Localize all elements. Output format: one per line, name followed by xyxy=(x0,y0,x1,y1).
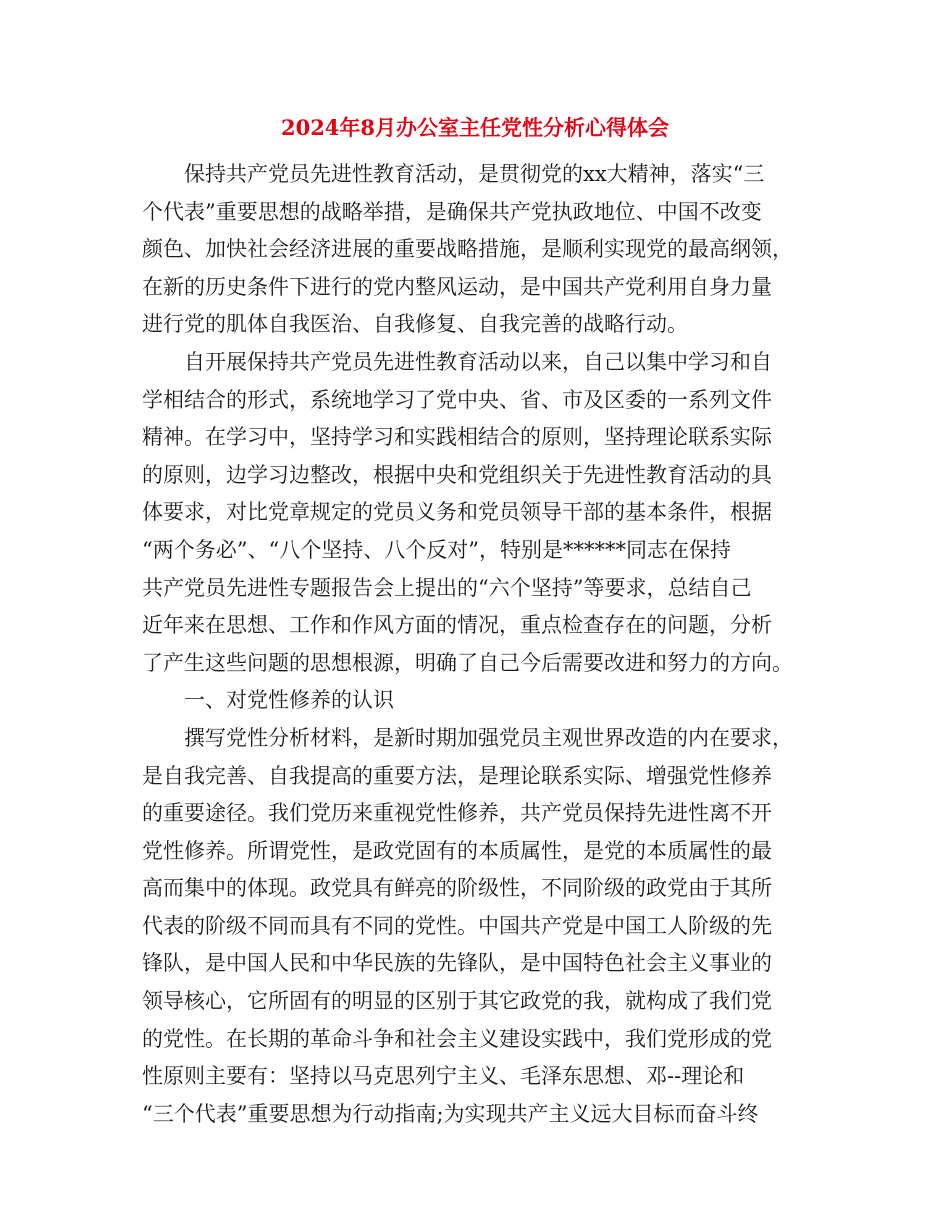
text-line: 近年来在思想、工作和作风方面的情况，重点检查存在的问题，分析 xyxy=(142,613,772,638)
text-line: 保持共产党员先进性教育活动，是贯彻党的xx大精神，落实“三 xyxy=(184,162,765,186)
text-line: “三个代表”重要思想为行动指南;为实现共产主义远大目标而奋斗终 xyxy=(142,1101,759,1126)
paragraph xyxy=(142,156,842,344)
text-line: 的党性。在长期的革命斗争和社会主义建设实践中，我们党形成的党 xyxy=(142,1026,772,1051)
text-line: 一、对党性修养的认识 xyxy=(184,688,394,713)
text-line: 锋队，是中国人民和中华民族的先锋队，是中国特色社会主义事业的 xyxy=(142,951,772,976)
text-line: 精神。在学习中，坚持学习和实践相结合的原则，坚持理论联系实际 xyxy=(142,425,772,450)
text-line: 党性修养。所谓党性，是政党固有的本质属性，是党的本质属性的最 xyxy=(142,838,772,863)
text-line: 性原则主要有：坚持以马克思列宁主义、毛泽东思想、邓--理论和 xyxy=(142,1064,745,1089)
text-line: 在新的历史条件下进行的党内整风运动，是中国共产党利用自身力量 xyxy=(142,274,772,299)
text-line: 个代表”重要思想的战略举措，是确保共产党执政地位、中国不改变 xyxy=(142,199,762,224)
document-title: 2024年8月办公室主任党性分析心得体会 xyxy=(280,115,670,140)
text-line: 的重要途径。我们党历来重视党性修养，共产党员保持先进性离不开 xyxy=(142,801,772,826)
text-line: 代表的阶级不同而具有不同的党性。中国共产党是中国工人阶级的先 xyxy=(142,913,772,938)
paragraph xyxy=(142,682,842,720)
text-line: 自开展保持共产党员先进性教育活动以来，自己以集中学习和自 xyxy=(184,349,772,374)
text-line: 的原则，边学习边整改，根据中央和党组织关于先进性教育活动的具 xyxy=(142,462,772,487)
text-line: 领导核心，它所固有的明显的区别于其它政党的我，就构成了我们党 xyxy=(142,989,772,1014)
text-line: “两个务必”、“八个坚持、八个反对”，特别是******同志在保持 xyxy=(142,537,731,562)
text-line: 颜色、加快社会经济进展的重要战略措施，是顺利实现党的最高纲领， xyxy=(142,237,793,262)
text-line: 学相结合的形式，系统地学习了党中央、省、市及区委的一系列文件 xyxy=(142,387,772,412)
paragraph xyxy=(142,720,842,1134)
document-body xyxy=(142,156,842,1133)
text-line: 撰写党性分析材料，是新时期加强党员主观世界改造的内在要求， xyxy=(184,725,793,750)
text-line: 体要求，对比党章规定的党员义务和党员领导干部的基本条件，根据 xyxy=(142,500,772,525)
text-line: 共产党员先进性专题报告会上提出的“六个坚持”等要求，总结自己 xyxy=(142,575,752,600)
text-line: 了产生这些问题的思想根源，明确了自己今后需要改进和努力的方向。 xyxy=(142,650,793,675)
paragraph xyxy=(142,344,842,682)
text-line: 高而集中的体现。政党具有鲜亮的阶级性，不同阶级的政党由于其所 xyxy=(142,876,772,901)
text-line: 进行党的肌体自我医治、自我修复、自我完善的战略行动。 xyxy=(142,312,688,337)
text-line: 是自我完善、自我提高的重要方法，是理论联系实际、增强党性修养 xyxy=(142,763,772,788)
